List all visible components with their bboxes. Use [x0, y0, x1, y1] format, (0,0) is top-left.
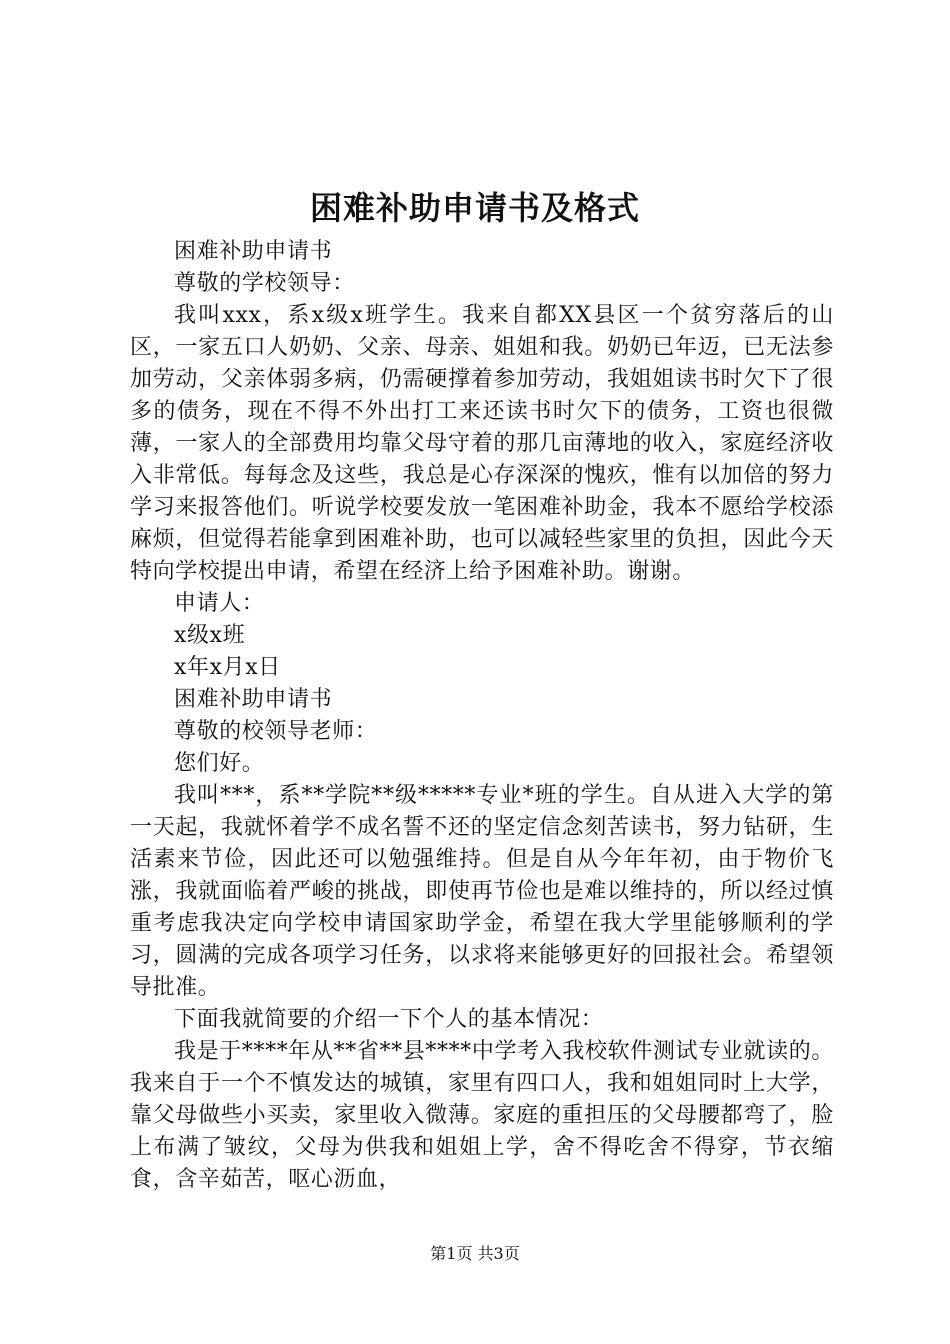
- body-paragraph-3: 下面我就简要的介绍一下个人的基本情况：: [174, 1007, 604, 1032]
- salutation-1: 尊敬的学校领导：: [174, 271, 355, 296]
- application-date: x年x月x日: [174, 655, 281, 680]
- body-paragraph-2: 我叫***，系**学院**级*****专业*班的学生。自从进入大学的第一天起，我就怀着学不成名誓不还的坚定信念刻苦读书，努力钻研，生活素来节俭，因此还可以勉强维持。但是自从今年年初，由于物价飞涨，我就面临着严峻的挑战，即使再节俭也是难以维持的，所以经过慎重考虑我决定向学校申请国家助学金，希望在我大学里能够顺利的学习，圆满的完成各项学习任务，以求将来能够更好的回报社会。希望领导批准。: [130, 783, 834, 1000]
- body-paragraph-1: 我叫xxx，系x级x班学生。我来自都XX县区一个贫穷落后的山区，一家五口人奶奶、父亲、母亲、姐姐和我。奶奶已年迈，已无法参加劳动，父亲体弱多病，仍需硬撑着参加劳动，我姐姐读书时欠下了很多的债务，现在不得不外出打工来还读书时欠下的债务，工资也很微薄，一家人的全部费用均靠父母守着的那几亩薄地的收入，家庭经济收入非常低。每每念及这些，我总是心存深深的愧疚，惟有以加倍的努力学习来报答他们。听说学校要发放一笔困难补助金，我本不愿给学校添麻烦，但觉得若能拿到困难补助，也可以减轻些家里的负担，因此今天特向学校提出申请，希望在经济上给予困难补助。谢谢。: [130, 303, 834, 584]
- section-heading-1: 困难补助申请书: [174, 239, 333, 264]
- document-title: 困难补助申请书及格式: [309, 189, 640, 227]
- greeting: 您们好。: [174, 751, 265, 776]
- page-footer: 第1页 共3页: [430, 1244, 520, 1263]
- body-paragraph-4: 我是于****年从**省**县****中学考入我校软件测试专业就读的。我来自于一个不慎发达的城镇，家里有四口人，我和姐姐同时上大学，靠父母做些小买卖，家里收入微薄。家庭的重担压的父母腰都弯了，脸上布满了皱纹，父母为供我和姐姐上学，舍不得吃舍不得穿，节衣缩食，含辛茹苦，呕心沥血，: [130, 1039, 834, 1192]
- document-body: [130, 236, 834, 1196]
- salutation-2: 尊敬的校领导老师：: [174, 719, 378, 744]
- applicant-class: x级x班: [174, 623, 246, 648]
- section-heading-2: 困难补助申请书: [174, 687, 333, 712]
- applicant-label: 申请人：: [174, 591, 265, 616]
